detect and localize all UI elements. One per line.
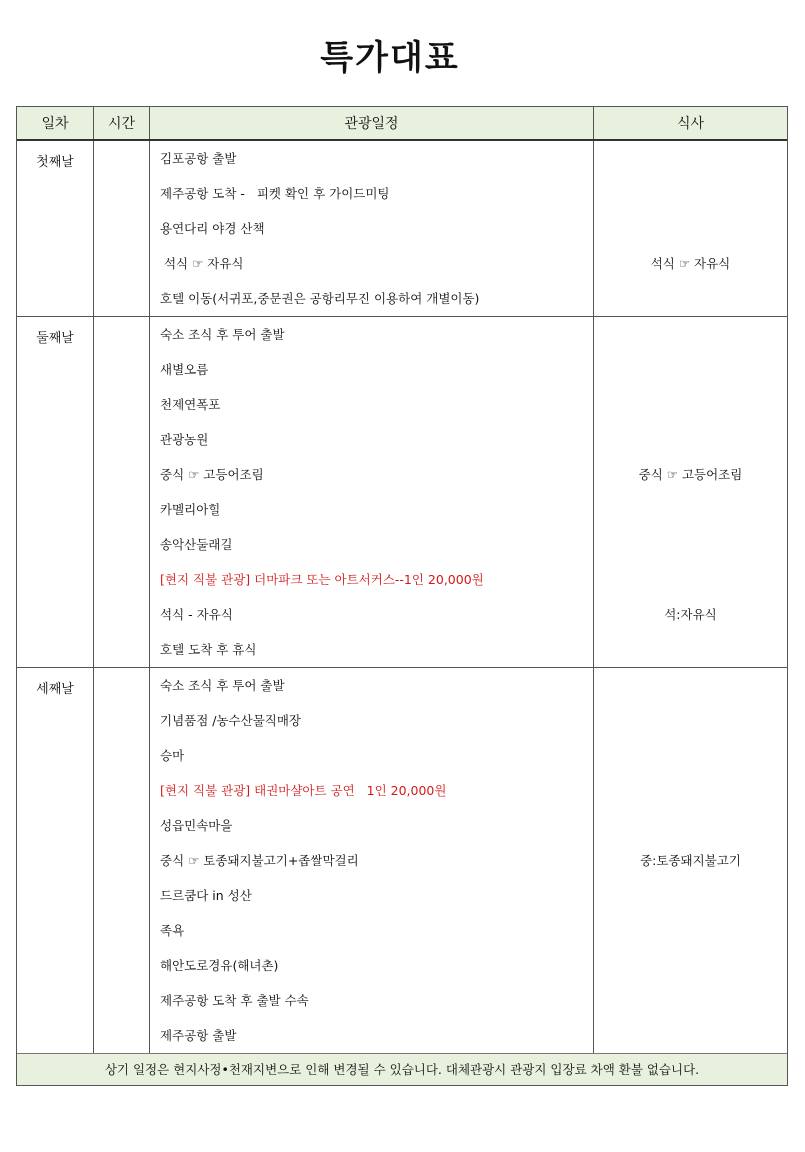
day-row bbox=[17, 317, 787, 668]
schedule-item: 숙소 조식 후 투어 출발 bbox=[160, 678, 285, 693]
time-cell bbox=[94, 668, 150, 1053]
schedule-item: 천제연폭포 bbox=[160, 397, 221, 412]
meal-cell bbox=[594, 317, 787, 667]
schedule-cell bbox=[150, 317, 594, 667]
meal-item bbox=[594, 352, 787, 387]
schedule-item: 카멜리아힐 bbox=[160, 502, 221, 517]
day-row bbox=[17, 668, 787, 1053]
meal-item bbox=[594, 913, 787, 948]
meal-cell bbox=[594, 668, 787, 1053]
meal-item bbox=[594, 1018, 787, 1053]
meal-item bbox=[594, 703, 787, 738]
meal-item bbox=[594, 176, 787, 211]
meal-cell bbox=[594, 141, 787, 316]
time-cell bbox=[94, 141, 150, 316]
meal-item bbox=[594, 878, 787, 913]
day-label: 둘째날 bbox=[17, 317, 94, 667]
header-meal: 식사 bbox=[676, 116, 705, 132]
schedule-item: 석식 ☞ 자유식 bbox=[160, 256, 244, 271]
itinerary-table bbox=[16, 106, 788, 1086]
header-time: 시간 bbox=[94, 107, 150, 139]
meal-item: 중식 ☞ 고등어조림 bbox=[638, 467, 743, 482]
schedule-item: 새별오름 bbox=[160, 362, 209, 377]
schedule-cell bbox=[150, 668, 594, 1053]
schedule-item: 해안도로경유(해녀촌) bbox=[160, 958, 279, 973]
schedule-cell bbox=[150, 141, 594, 316]
meal-item bbox=[594, 387, 787, 422]
schedule-item: 용연다리 야경 산책 bbox=[160, 221, 265, 236]
schedule-item: 호텔 이동(서귀포,중문권은 공항리무진 이용하여 개별이동) bbox=[160, 291, 480, 306]
schedule-item: 제주공항 도착 후 출발 수속 bbox=[160, 993, 309, 1008]
meal-item bbox=[594, 141, 787, 176]
schedule-item: 제주공항 도착 - 피켓 확인 후 가이드미팅 bbox=[160, 186, 390, 201]
schedule-item: 성읍민속마을 bbox=[160, 818, 233, 833]
meal-item bbox=[594, 773, 787, 808]
day-label: 세째날 bbox=[17, 668, 94, 1053]
meal-item bbox=[594, 808, 787, 843]
meal-item bbox=[594, 668, 787, 703]
schedule-item: 김포공항 출발 bbox=[160, 151, 237, 166]
schedule-item: [현지 직불 관광] 태권마샬아트 공연 1인 20,000원 bbox=[160, 783, 447, 798]
meal-item bbox=[594, 527, 787, 562]
meal-item bbox=[594, 738, 787, 773]
meal-item bbox=[594, 317, 787, 352]
meal-item: 석:자유식 bbox=[664, 607, 717, 622]
meal-item bbox=[594, 492, 787, 527]
schedule-item: 승마 bbox=[160, 748, 185, 763]
meal-item: 석식 ☞ 자유식 bbox=[650, 256, 731, 271]
schedule-item: 기념품점 /농수산물직매장 bbox=[160, 713, 302, 728]
meal-item bbox=[594, 948, 787, 983]
schedule-item: 중식 ☞ 고등어조림 bbox=[160, 467, 264, 482]
meal-item bbox=[594, 983, 787, 1018]
schedule-item: 제주공항 출발 bbox=[160, 1028, 237, 1043]
meal-item: 중:토종돼지불고기 bbox=[640, 853, 741, 868]
schedule-item: [현지 직불 관광] 더마파크 또는 아트서커스--1인 20,000원 bbox=[160, 572, 484, 587]
schedule-item: 석식 - 자유식 bbox=[160, 607, 233, 622]
day-row bbox=[17, 141, 787, 317]
footnote: 상기 일정은 현지사정•천재지변으로 인해 변경될 수 있습니다. 대체관광시 관광지 입장료 차액 환불 없습니다. bbox=[17, 1053, 787, 1085]
schedule-item: 숙소 조식 후 투어 출발 bbox=[160, 327, 285, 342]
schedule-item: 족욕 bbox=[160, 923, 185, 938]
meal-item bbox=[594, 211, 787, 246]
header-day: 일차 bbox=[17, 107, 94, 139]
meal-item bbox=[594, 422, 787, 457]
day-label: 첫째날 bbox=[17, 141, 94, 316]
table-header bbox=[17, 107, 787, 141]
time-cell bbox=[94, 317, 150, 667]
header-schedule: 관광일정 bbox=[150, 107, 594, 139]
schedule-item: 관광농원 bbox=[160, 432, 209, 447]
meal-item bbox=[594, 562, 787, 597]
schedule-item: 호텔 도착 후 휴식 bbox=[160, 642, 257, 657]
schedule-item: 송악산둘래길 bbox=[160, 537, 233, 552]
schedule-item: 중식 ☞ 토종돼지불고기+좁쌀막걸리 bbox=[160, 853, 359, 868]
meal-item bbox=[594, 632, 787, 667]
page-title: 특가대표 bbox=[320, 38, 460, 78]
meal-item bbox=[594, 281, 787, 316]
schedule-item: 드르쿰다 in 성산 bbox=[160, 888, 252, 903]
